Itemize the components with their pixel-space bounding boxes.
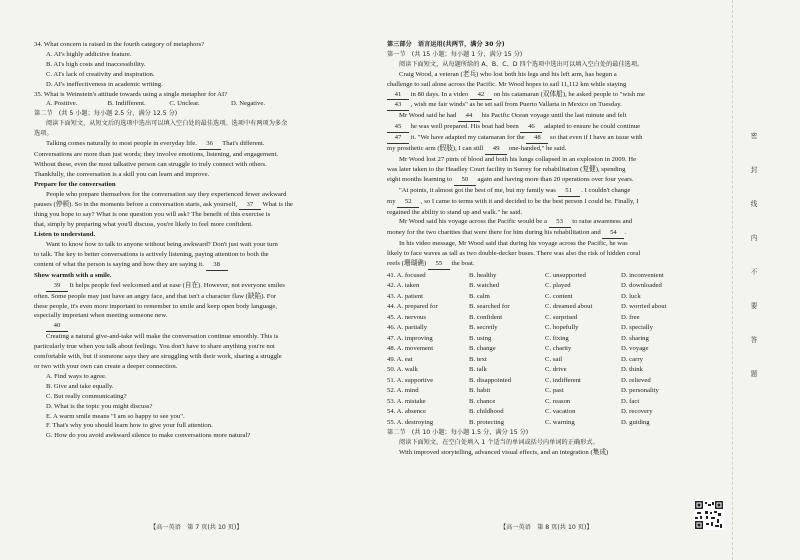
option-cell: C. past — [545, 387, 564, 395]
blank-55: 55 — [428, 259, 450, 270]
option-cell: D. relieved — [621, 376, 651, 384]
option-cell: C. unsupported — [545, 271, 586, 279]
option-row — [387, 418, 707, 429]
blank-47: 47 — [387, 133, 409, 144]
passage-line: eight months learning to 50 again and having more than 20 operations over four years. — [387, 175, 707, 186]
passage-line: that, simply by preparing what you'll discuss, you're likely to feel more confident. — [34, 221, 253, 229]
passage-line: 39 It helps people feel welcomed and at ease (自在). However, not everyone smiles — [34, 281, 369, 292]
option-cell: D. specially — [621, 324, 653, 332]
option-cell: D. inconvenient — [621, 271, 664, 279]
option-row — [387, 292, 707, 303]
option-row — [387, 386, 707, 397]
passage-line: comfortable with, but if someone says they are struggling with their work, sharing a struggle — [34, 353, 282, 361]
left-column — [34, 40, 369, 441]
blank-54: 54 — [602, 228, 624, 239]
sidebar-char: 封 — [750, 166, 758, 174]
passage-line: With improved storytelling, advanced visual effects, and an integration (集成) — [399, 449, 609, 457]
section2-instruction-cont: 选项。 — [34, 130, 53, 138]
seal-line — [732, 0, 733, 560]
option-cell: B. using — [469, 334, 492, 342]
passage-line: to talk. The key to better conversations is actively listening, paying attention to both the — [34, 251, 269, 259]
option-cell: D. downloaded — [621, 282, 662, 290]
option-row — [387, 323, 707, 334]
sidebar-char: 要 — [750, 302, 758, 310]
sidebar-char: 答 — [750, 336, 758, 344]
page-footer-right: 【高一英语 第 8 页(共 10 页)】 — [500, 524, 593, 531]
section2-option-b: B. Give and take equally. — [46, 382, 114, 390]
qr-code-icon — [694, 500, 724, 530]
option-cell: C. reason — [545, 397, 571, 405]
q35-options — [34, 99, 369, 109]
q34-option-c: C. AI's lack of creativity and inspiration. — [46, 70, 155, 78]
option-cell: D. voyage — [621, 345, 649, 353]
passage-line: reefs (珊瑚礁) 55 the boat. — [387, 259, 707, 270]
passage-line: money for the two charities that were there for him during his rehabilitation and 54 . — [387, 228, 707, 239]
passage-line: my 52 , so I came to terms with it and decided to be the best person I could be. Finally, I — [387, 197, 707, 208]
option-cell: C. indifferent — [545, 376, 581, 384]
right-column — [387, 40, 707, 458]
blank-51: 51 — [558, 186, 580, 197]
part3-header: 第三部分 语言运用(共两节，满分 30 分) — [387, 41, 505, 48]
question-34: 34. What concern is raised in the fourth category of metaphors? — [34, 41, 205, 48]
section1-instruction: 阅读下面短文，从每题所给的 A、B、C、D 四个选项中选出可以填入空白处的最佳选项。 — [399, 60, 644, 68]
option-row — [387, 365, 707, 376]
section2-instruction: 阅读下面短文，从短文后的选项中选出可以填入空白处的最佳选项。选项中有两项为多余 — [46, 120, 288, 128]
option-row — [387, 281, 707, 292]
option-cell: C. hopefully — [545, 324, 579, 332]
passage-line: Want to know how to talk to anyone without being awkward? Don't just wait your turn — [46, 241, 278, 249]
blank-45: 45 — [387, 122, 409, 133]
option-cell: 54. A. absence — [387, 408, 426, 416]
option-cell: D. think — [621, 366, 643, 374]
option-cell: B. change — [469, 345, 496, 353]
option-cell: B. talk — [469, 366, 487, 374]
question-35: 35. What is Weinstein's attitude towards using a single metaphor for AI? — [34, 90, 228, 98]
option-cell: D. luck — [621, 292, 641, 300]
option-row — [387, 313, 707, 324]
blank-43: 43 — [387, 100, 409, 111]
passage-line: In his video message, Mr Wood said that during his voyage across the Pacific, he was — [399, 240, 628, 248]
passage-line: my prosthetic arm (假肢), I can still 49 one-handed," he said. — [387, 144, 707, 155]
option-cell: 44. A. prepared for — [387, 303, 438, 311]
passage-line: 41 in 80 days. In a video 42 on his catamaran (双体船), he asked people to "wish me — [387, 90, 707, 101]
option-cell: B. childhood — [469, 408, 504, 416]
option-cell: B. text — [469, 355, 487, 363]
passage-line: often. Some people may just have an angry face, and that isn't a character flaw (缺陷). For — [34, 292, 277, 300]
option-cell: 42. A. taken — [387, 282, 420, 290]
option-cell: D. personality — [621, 387, 659, 395]
option-cell: B. healthy — [469, 271, 497, 279]
passage-line: or two with your own can create a deeper connection. — [34, 363, 178, 370]
heading-smile: Show warmth with a smile. — [34, 271, 112, 279]
passage-line: especially important when meeting someone new. — [34, 312, 168, 320]
option-row — [387, 355, 707, 366]
passage-line: pauses (停顿). So in the moments before a conversation starts, ask yourself, 37 What is the — [34, 200, 369, 211]
section1-header: 第一节 (共 15 小题；每小题 1 分，满分 15 分) — [387, 50, 523, 58]
blank-40-heading — [34, 321, 369, 332]
option-cell: C. warning — [545, 418, 575, 426]
blank-41: 41 — [387, 90, 409, 101]
option-cell: 52. A. mind — [387, 387, 419, 395]
passage-line: Mr Wood lost 27 pints of blood and both his lungs collapsed in an explosion in 2009. He — [399, 155, 637, 163]
heading-listen: Listen to understand. — [34, 231, 96, 239]
passage-line: Talking comes naturally to most people in everyday life. 36 That's different. — [34, 139, 369, 150]
option-cell: B. habit — [469, 387, 491, 395]
passage-line: particularly true when you talk about feelings. You don't have to share anything you're not — [34, 343, 275, 351]
passage-line: 47 it. "We have adapted my catamaran for the 48 so that even if I have an issue with — [387, 133, 707, 144]
page-footer-left: 【高一英语 第 7 页(共 10 页)】 — [150, 524, 243, 531]
blank-38: 38 — [206, 260, 228, 271]
option-cell: D. recovery — [621, 408, 653, 416]
q35-option-a: A. Positive. — [46, 100, 78, 108]
option-cell: 55. A. destroying — [387, 418, 434, 426]
passage-line: Mr Wood said he had 44 his Pacific Ocean voyage until the last minute and felt — [387, 111, 707, 122]
blank-46: 46 — [520, 122, 542, 133]
section2-header: 第二节 (共 10 小题；每小题 1.5 分，满分 15 分) — [387, 429, 529, 437]
passage-line: People who prepare themselves for the conversation say they experienced fewer awkward — [46, 190, 287, 198]
q35-option-c: C. Unclear. — [169, 100, 200, 108]
option-table — [387, 271, 707, 429]
passage-line: "At points, it almost got the best of me, but my family was 51 . I couldn't change — [387, 186, 707, 197]
q34-option-b: B. AI's high costs and inaccessibility. — [46, 60, 146, 68]
q34-option-a: A. AI's highly addictive feature. — [46, 50, 132, 58]
blank-37: 37 — [239, 200, 261, 211]
option-cell: B. disappointed — [469, 376, 511, 384]
option-cell: B. calm — [469, 292, 490, 300]
q35-option-d: D. Negative. — [231, 100, 265, 108]
option-cell: C. drive — [545, 366, 567, 374]
option-cell: B. chance — [469, 397, 496, 405]
section2-instruction: 阅读下面短文，在空白处填入 1 个适当的单词或括号内单词的正确形式。 — [399, 439, 599, 447]
option-row — [387, 271, 707, 282]
blank-42: 42 — [470, 90, 492, 101]
option-row — [387, 334, 707, 345]
option-cell: C. played — [545, 282, 571, 290]
option-cell: 49. A. eat — [387, 355, 413, 363]
section2-option-d: D. What is the topic you might discuss? — [46, 402, 153, 410]
option-cell: 53. A. mistake — [387, 397, 426, 405]
sidebar-char: 密 — [750, 132, 758, 140]
passage-line: 45 he was well prepared. His boat had been 46 adapted to ensure he could continue — [387, 122, 707, 133]
passage-line: 43 , wish me fair winds" as he set sail from Puerto Vallarta in Mexico on Tuesday. — [387, 100, 707, 111]
option-cell: B. watched — [469, 282, 500, 290]
option-cell: 46. A. partially — [387, 324, 428, 332]
passage-line: challenge to sail alone across the Pacific. Mr Wood hopes to sail 11,112 km while staying — [387, 80, 627, 88]
blank-36: 36 — [199, 139, 221, 150]
blank-52: 52 — [397, 197, 419, 208]
option-row — [387, 344, 707, 355]
passage-line: regained the ability to stand up and walk." he said. — [387, 208, 523, 216]
section2-header: 第二节 (共 5 小题；每小题 2.5 分，满分 12.5 分) — [34, 110, 178, 118]
option-cell: C. dreamed about — [545, 303, 593, 311]
passage-line: these people, it's even more important to remember to smile and keep open body language, — [34, 302, 277, 310]
option-cell: D. sharing — [621, 334, 649, 342]
section2-option-e: E. A warm smile means "I am so happy to see you". — [46, 412, 185, 420]
passage-line: Thankfully, the conversation is a skill you can learn and improve. — [34, 170, 210, 178]
blank-53: 53 — [549, 217, 571, 228]
option-cell: C. surprised — [545, 313, 578, 321]
option-cell: B. confident — [469, 313, 503, 321]
passage-line: thing you hope to say? What is one question you will ask? The benefit of this exercise is — [34, 211, 271, 219]
option-cell: 43. A. patient — [387, 292, 424, 300]
option-cell: 48. A. movement — [387, 345, 434, 353]
option-cell: 41. A. focused — [387, 271, 426, 279]
q35-option-b: B. Indifferent. — [107, 100, 146, 108]
option-cell: 45. A. nervous — [387, 313, 427, 321]
blank-48: 48 — [526, 133, 548, 144]
option-row — [387, 376, 707, 387]
section2-option-f: F. That's why you should learn how to give your full attention. — [46, 422, 213, 430]
option-cell: D. fact — [621, 397, 640, 405]
option-cell: C. sail — [545, 355, 563, 363]
option-row — [387, 397, 707, 408]
option-row — [387, 407, 707, 418]
section2-option-a: A. Find ways to agree. — [46, 372, 107, 380]
seal-line-notice — [738, 130, 770, 390]
option-cell: B. secretly — [469, 324, 498, 332]
option-cell: 50. A. walk — [387, 366, 418, 374]
option-cell: D. carry — [621, 355, 643, 363]
blank-39: 39 — [46, 281, 68, 292]
blank-50: 50 — [454, 175, 476, 186]
sidebar-char: 内 — [750, 234, 758, 242]
option-row — [387, 302, 707, 313]
passage-line: Conversations are more than just words; they involve emotions, listening, and engagement. — [34, 150, 279, 158]
passage-line: Creating a natural give-and-take will make the conversation continue smoothly. This is — [46, 333, 279, 341]
passage-line: content of what the person is saying and how they are saying it. 38 — [34, 260, 369, 271]
section2-option-g: G. How do you avoid awkward silence to make conversations more natural? — [46, 432, 251, 440]
option-cell: B. searched for — [469, 303, 510, 311]
passage-line: was later taken to the Headley Court facility in Surrey for rehabilitation (复健), spending — [387, 165, 626, 173]
passage-line: Mr Wood said his voyage across the Pacific would be a 53 to raise awareness and — [387, 217, 707, 228]
option-cell: 51. A. supportive — [387, 376, 434, 384]
heading-prepare: Prepare for the conversation — [34, 180, 116, 188]
option-cell: C. vacation — [545, 408, 576, 416]
passage-line: Craig Wood, a veteran (老兵) who lost both his legs and his left arm, has begun a — [399, 70, 617, 78]
option-cell: C. fixing — [545, 334, 569, 342]
option-cell: D. guiding — [621, 418, 650, 426]
q34-option-d: D. AI's ineffectiveness in academic writing. — [46, 80, 163, 88]
option-cell: C. charity — [545, 345, 572, 353]
sidebar-char: 不 — [750, 268, 758, 276]
blank-49: 49 — [485, 144, 507, 155]
section2-option-c: C. But really communicating? — [46, 392, 127, 400]
option-cell: D. worried about — [621, 303, 667, 311]
option-cell: D. free — [621, 313, 640, 321]
option-cell: B. protecting — [469, 418, 504, 426]
passage-line: likely to face waves as tall as two double-decker buses. There was also the risk of hidden coral — [387, 250, 641, 258]
blank-40: 40 — [46, 321, 68, 332]
option-cell: C. content — [545, 292, 573, 300]
passage-line: Without these, even the most talkative person can struggle to truly connect with others. — [34, 160, 267, 168]
sidebar-char: 题 — [750, 370, 758, 378]
sidebar-char: 线 — [750, 200, 758, 208]
blank-44: 44 — [458, 111, 480, 122]
option-cell: 47. A. improving — [387, 334, 433, 342]
